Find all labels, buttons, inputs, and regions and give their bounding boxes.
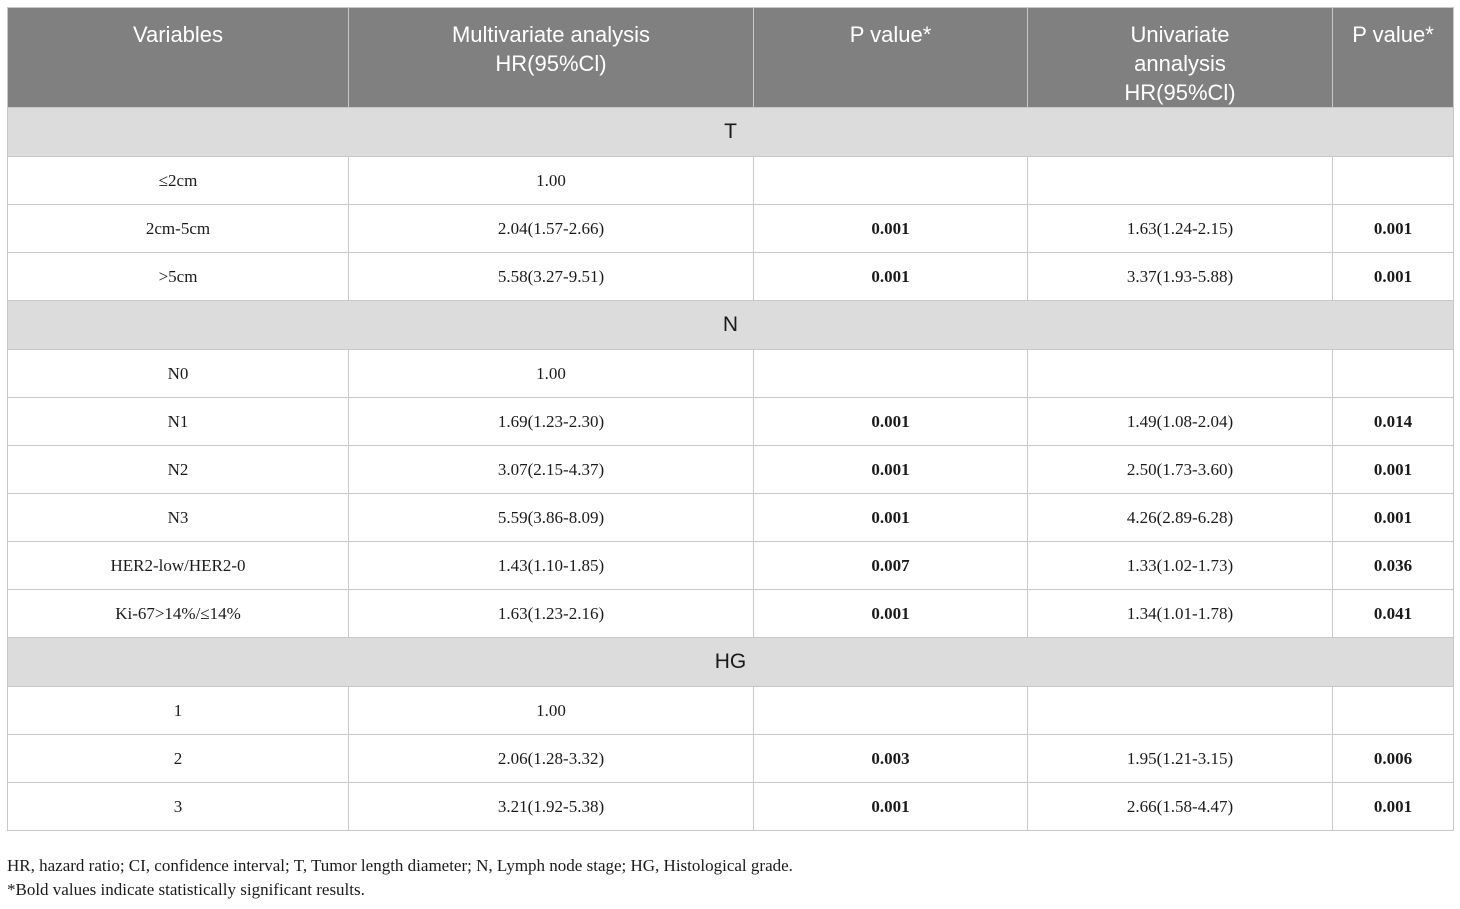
- univariate-p-cell: 0.006: [1333, 735, 1454, 783]
- footnote-bold-values: *Bold values indicate statistically significant results.: [7, 880, 365, 899]
- table-header-row: [8, 8, 1454, 108]
- univariate-hr-cell: 4.26(2.89-6.28): [1028, 494, 1333, 542]
- multivariate-p-cell: [754, 157, 1028, 205]
- variable-cell: N0: [8, 350, 349, 398]
- univariate-p-cell: 0.014: [1333, 398, 1454, 446]
- header-univariate: Univariate annalysis HR(95%Cl): [1028, 8, 1333, 108]
- multivariate-p-cell: 0.001: [754, 494, 1028, 542]
- table-row: [8, 446, 1454, 494]
- section-label: N: [8, 301, 1454, 350]
- univariate-p-cell: 0.001: [1333, 494, 1454, 542]
- multivariate-p-cell: [754, 687, 1028, 735]
- multivariate-hr-cell: 3.07(2.15-4.37): [349, 446, 754, 494]
- multivariate-hr-cell: 1.63(1.23-2.16): [349, 590, 754, 638]
- univariate-p-cell: [1333, 350, 1454, 398]
- table-row: [8, 398, 1454, 446]
- section-label: HG: [8, 638, 1454, 687]
- footnote-abbreviations: HR, hazard ratio; CI, confidence interval; T, Tumor length diameter; N, Lymph node stage; HG, Histological grade.: [7, 856, 793, 875]
- multivariate-hr-cell: 1.43(1.10-1.85): [349, 542, 754, 590]
- table-body: [8, 108, 1454, 831]
- univariate-p-cell: 0.041: [1333, 590, 1454, 638]
- univariate-hr-cell: 1.33(1.02-1.73): [1028, 542, 1333, 590]
- header-multivariate: Multivariate analysis HR(95%Cl): [349, 8, 754, 108]
- section-row: [8, 638, 1454, 687]
- univariate-hr-cell: 3.37(1.93-5.88): [1028, 253, 1333, 301]
- header-p-value-univariate: P value*: [1333, 8, 1454, 108]
- univariate-hr-cell: 1.34(1.01-1.78): [1028, 590, 1333, 638]
- multivariate-hr-cell: 2.04(1.57-2.66): [349, 205, 754, 253]
- variable-cell: 1: [8, 687, 349, 735]
- variable-cell: Ki-67>14%/≤14%: [8, 590, 349, 638]
- table-row: [8, 687, 1454, 735]
- table-row: [8, 253, 1454, 301]
- multivariate-hr-cell: 1.00: [349, 350, 754, 398]
- multivariate-hr-cell: 5.58(3.27-9.51): [349, 253, 754, 301]
- multivariate-hr-cell: 3.21(1.92-5.38): [349, 783, 754, 831]
- univariate-hr-cell: 1.95(1.21-3.15): [1028, 735, 1333, 783]
- table-row: [8, 157, 1454, 205]
- univariate-hr-cell: [1028, 350, 1333, 398]
- multivariate-hr-cell: 1.00: [349, 157, 754, 205]
- table-row: [8, 350, 1454, 398]
- univariate-hr-cell: 2.50(1.73-3.60): [1028, 446, 1333, 494]
- univariate-hr-cell: [1028, 157, 1333, 205]
- variable-cell: HER2-low/HER2-0: [8, 542, 349, 590]
- univariate-p-cell: 0.001: [1333, 205, 1454, 253]
- univariate-p-cell: 0.036: [1333, 542, 1454, 590]
- header-p-value-multivariate: P value*: [754, 8, 1028, 108]
- variable-cell: N2: [8, 446, 349, 494]
- variable-cell: >5cm: [8, 253, 349, 301]
- table-row: [8, 783, 1454, 831]
- multivariate-p-cell: 0.001: [754, 783, 1028, 831]
- variable-cell: ≤2cm: [8, 157, 349, 205]
- univariate-p-cell: 0.001: [1333, 446, 1454, 494]
- results-table-container: [7, 7, 1453, 831]
- variable-cell: N1: [8, 398, 349, 446]
- multivariate-p-cell: 0.007: [754, 542, 1028, 590]
- univariate-hr-cell: [1028, 687, 1333, 735]
- multivariate-p-cell: 0.001: [754, 398, 1028, 446]
- header-variables: Variables: [8, 8, 349, 108]
- multivariate-p-cell: [754, 350, 1028, 398]
- univariate-p-cell: [1333, 157, 1454, 205]
- hazard-ratio-table: [7, 7, 1454, 831]
- table-footnotes: [7, 854, 793, 902]
- table-row: [8, 542, 1454, 590]
- table-row: [8, 735, 1454, 783]
- multivariate-hr-cell: 1.69(1.23-2.30): [349, 398, 754, 446]
- multivariate-p-cell: 0.001: [754, 205, 1028, 253]
- multivariate-hr-cell: 5.59(3.86-8.09): [349, 494, 754, 542]
- table-row: [8, 205, 1454, 253]
- section-row: [8, 301, 1454, 350]
- multivariate-hr-cell: 1.00: [349, 687, 754, 735]
- multivariate-hr-cell: 2.06(1.28-3.32): [349, 735, 754, 783]
- section-row: [8, 108, 1454, 157]
- multivariate-p-cell: 0.003: [754, 735, 1028, 783]
- univariate-p-cell: 0.001: [1333, 783, 1454, 831]
- section-label: T: [8, 108, 1454, 157]
- multivariate-p-cell: 0.001: [754, 590, 1028, 638]
- univariate-p-cell: [1333, 687, 1454, 735]
- univariate-p-cell: 0.001: [1333, 253, 1454, 301]
- univariate-hr-cell: 1.49(1.08-2.04): [1028, 398, 1333, 446]
- multivariate-p-cell: 0.001: [754, 253, 1028, 301]
- variable-cell: 3: [8, 783, 349, 831]
- variable-cell: N3: [8, 494, 349, 542]
- univariate-hr-cell: 2.66(1.58-4.47): [1028, 783, 1333, 831]
- variable-cell: 2: [8, 735, 349, 783]
- table-row: [8, 590, 1454, 638]
- variable-cell: 2cm-5cm: [8, 205, 349, 253]
- table-row: [8, 494, 1454, 542]
- multivariate-p-cell: 0.001: [754, 446, 1028, 494]
- univariate-hr-cell: 1.63(1.24-2.15): [1028, 205, 1333, 253]
